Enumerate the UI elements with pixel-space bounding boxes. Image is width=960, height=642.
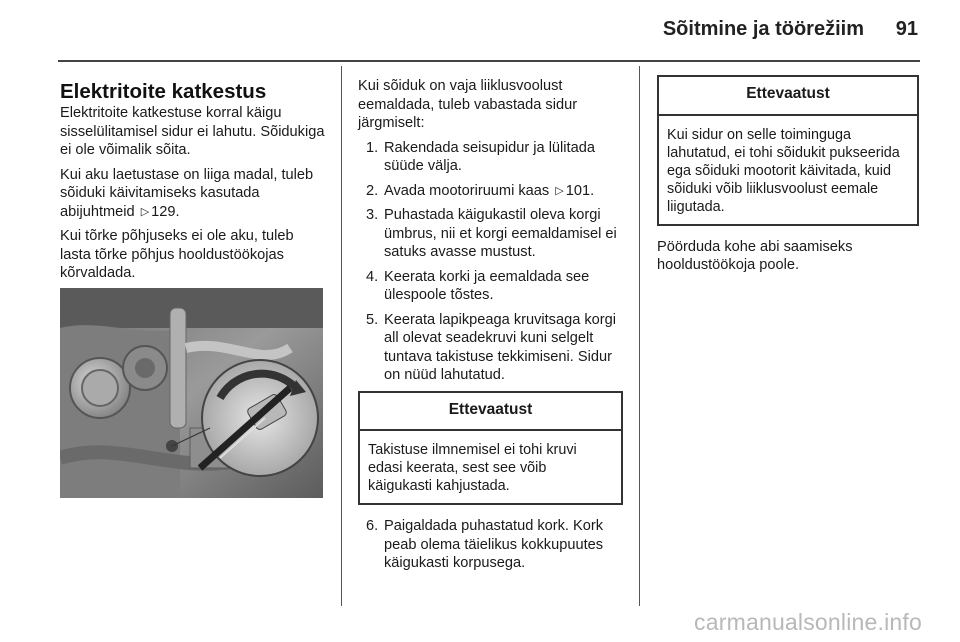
procedure-intro: Kui sõiduk on vaja liiklusvoolust eemaldada, tuleb vabastada sidur järgmiselt: [358,78,578,131]
list-item [358,311,623,385]
column-divider-2 [639,66,640,606]
paragraph-low-battery-text: Kui aku laetustase on liiga madal, tuleb sõiduki käivitamiseks kasutada abijuhtmeid [60,166,314,220]
step-number: 5. [366,311,379,328]
caution-text: Kui sidur on selle toiminguga lahutatud, ei tohi sõidukit pukseerida ega sõiduki mootorit käivitada, kuid sõiduki võib liiklusvoolust eemale liigutada. [667,126,900,215]
step-number: 3. [366,207,379,223]
right-column [657,75,919,281]
watermark: carmanualsonline.info [694,609,922,635]
caution-box [358,391,623,506]
list-item [358,268,623,305]
step-number: 2. [366,182,379,199]
paragraph-power-loss: Elektritoite katkestuse korral käigu sisselülitamisel sidur ei lahutu. Sõidukiga ei ole võimalik sõita. [60,105,325,158]
procedure-steps [358,139,623,385]
running-header-title: Sõitmine ja töörežiim [662,18,864,40]
page-number: 91 [895,18,918,40]
caution-title: Ettevaatust [659,77,917,116]
page-reference-arrow-icon[interactable]: ▷ [555,184,564,197]
middle-column [358,77,623,579]
step-text: Puhastada käigukastil oleva korgi ümbrus, nii et korgi eemaldamisel ei satuks avasse mustust. [384,207,617,260]
left-column [60,80,328,289]
step-number: 1. [366,139,379,156]
paragraph-workshop: Kui tõrke põhjuseks ei ole aku, tuleb lasta tõrke põhjus hooldustöökojas kõrvaldada. [60,228,294,281]
step-text: Keerata korki ja eemaldada see ülespoole tõstes. [384,268,590,303]
list-item [358,517,623,573]
paragraph-seek-help: Pöörduda kohe abi saamiseks hooldustöökoja poole. [657,238,853,273]
step-number: 6. [366,518,379,534]
column-divider-1 [341,66,342,606]
step-text: Avada mootoriruumi kaas [384,182,550,199]
page-reference-link[interactable]: 101. [565,182,595,199]
paragraph-low-battery [60,166,328,222]
procedure-steps-continued [358,517,623,573]
caution-text: Takistuse ilmnemisel ei tohi kruvi edasi keerata, sest see võib käigukasti kahjustada. [368,442,577,494]
gearbox-illustration-svg [60,288,323,498]
step-text: Keerata lapikpeaga kruvitsaga korgi all olevat seadekruvi kuni selgelt tuntava takistuse tekkimiseni. Sidur on nüüd lahutatud. [384,311,617,383]
page-reference-link[interactable]: 129. [151,203,180,220]
step-number: 4. [366,268,379,285]
section-heading: Elektritoite katkestus [60,80,267,103]
list-item [358,182,623,201]
step-text: Rakendada seisupidur ja lülitada süüde välja. [384,139,595,174]
gearbox-cap-illustration [60,288,323,498]
header-rule [58,60,920,62]
step-text: Paigaldada puhastatud kork. Kork peab olema täielikus kokkupuutes käigukasti korpusega. [384,518,604,571]
page-reference-arrow-icon[interactable]: ▷ [140,205,150,218]
list-item [358,206,623,262]
caution-title: Ettevaatust [360,393,621,432]
list-item [358,139,623,176]
caution-box [657,75,919,226]
